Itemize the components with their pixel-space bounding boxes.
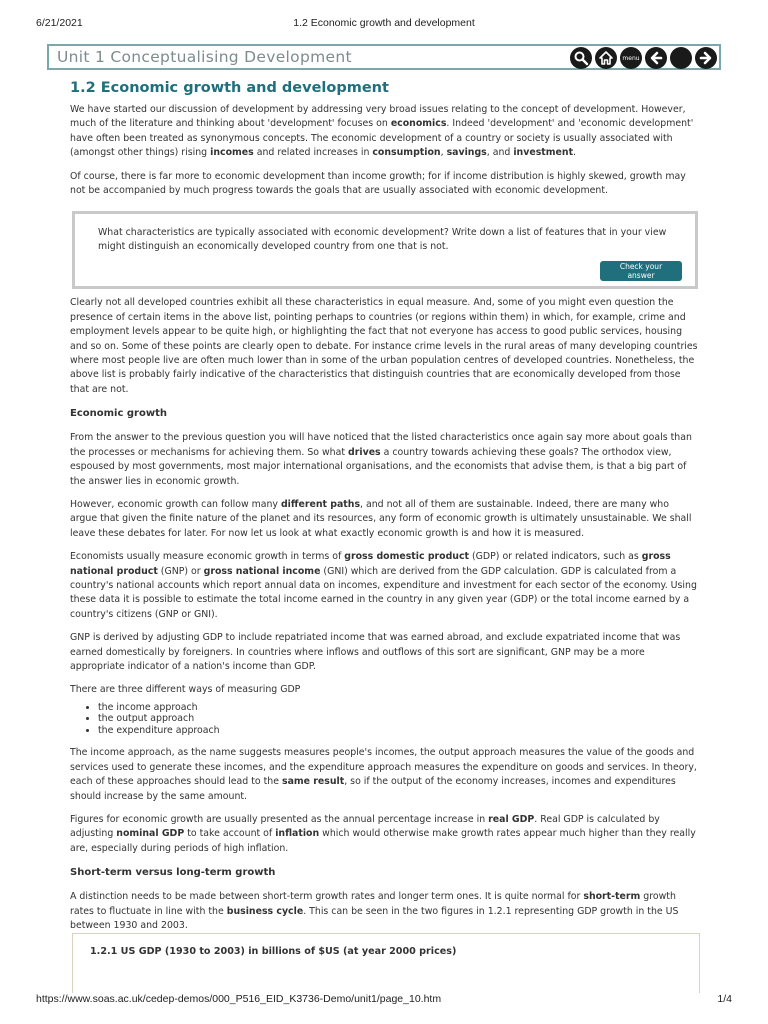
main-content — [70, 78, 698, 933]
paragraph — [70, 431, 698, 489]
bold-term: short-term — [583, 891, 641, 903]
text-run: which would otherwise make growth rates appear much higher than they really are, especially during periods of high inflation. — [70, 828, 696, 854]
paragraph — [70, 813, 698, 856]
check-answer-button[interactable]: Check your answer — [600, 261, 682, 281]
paragraph — [70, 631, 698, 674]
bold-term: gross national product — [70, 551, 671, 577]
figure-title: 1.2.1 US GDP (1930 to 2003) in billions of $US (at year 2000 prices) — [90, 946, 457, 957]
question-text: What characteristics are typically associated with economic development? Write down a list of features that in your view might distinguish an economically developed country from one that is not. — [98, 227, 667, 253]
print-header — [0, 17, 768, 31]
paragraph — [70, 170, 698, 199]
bold-term: economics — [390, 118, 447, 130]
text-run: . This can be seen in the two figures in 1.2.1 representing GDP growth in the US between 1930 and 2003. — [70, 905, 679, 931]
paragraph — [70, 890, 698, 933]
text-run: Economists usually measure economic growth in terms of — [70, 551, 345, 563]
print-date: 6/21/2021 — [36, 17, 83, 29]
text-run: However, economic growth can follow many — [70, 498, 281, 510]
measurement-list — [70, 702, 698, 737]
paragraph — [70, 550, 698, 622]
paragraph — [70, 683, 698, 697]
unit-title: Unit 1 Conceptualising Development — [57, 48, 352, 66]
text-run: (GDP) or related indicators, such as — [469, 551, 642, 563]
list-item: • the income approach — [98, 702, 698, 714]
text-run: From the answer to the previous question you will have noticed that the listed characteristics once again say more about goals than the processes or mechanisms for achieving them. So what — [70, 432, 692, 458]
menu-icon[interactable] — [620, 47, 642, 69]
bold-term: drives — [348, 446, 381, 458]
text-run: to take account of — [184, 828, 276, 840]
paragraph — [70, 103, 698, 161]
bold-term: incomes — [210, 147, 254, 159]
search-icon[interactable] — [570, 47, 592, 69]
text-run: The income approach, as the name suggests measures people's incomes, the output approach measures the value of the goods and services used to generate these incomes, and the expenditure approach measures the expenditure on goods and services. In theory, each of these approaches should lead to the — [70, 747, 697, 788]
text-run: , and — [486, 147, 514, 159]
text-run: . Real GDP is calculated by adjusting — [70, 813, 660, 840]
nav-toolbar — [570, 47, 717, 69]
print-footer — [0, 993, 768, 1007]
text-run: (GNP) or — [157, 565, 204, 577]
text-run: growth rates to fluctuate in line with the — [70, 891, 676, 917]
bold-term: business cycle — [226, 905, 304, 917]
print-url: https://www.soas.ac.uk/cedep-demos/000_P516_EID_K3736-Demo/unit1/page_10.htm — [36, 993, 442, 1005]
print-page-count: 1/4 — [717, 993, 732, 1005]
bold-term: different paths — [280, 498, 361, 510]
text-run: A distinction needs to be made between short-term growth rates and longer term ones. It is quite normal for — [70, 891, 584, 903]
bold-term: gross national income — [203, 565, 321, 577]
print-page-title: 1.2 Economic growth and development — [293, 17, 475, 29]
section-title: 1.2 Economic growth and development — [70, 80, 389, 96]
text-run: Of course, there is far more to economic development than income growth; for if income distribution is highly skewed, growth may not be accompanied by much progress towards the goals that are usually associated with economic development. — [70, 170, 686, 197]
text-run: GNP is derived by adjusting GDP to include repatriated income that was earned abroad, and exclude expatriated income that was earned domestically by foreigners. In countries where inflows and outflows of this sort are significant, GNP may be a more appropriate indicator of a nation's income than GDP. — [70, 632, 681, 672]
circle-icon[interactable] — [670, 47, 692, 69]
text-run: There are three different ways of measuring GDP — [70, 684, 301, 696]
paragraph — [70, 296, 698, 397]
bold-term: real GDP — [488, 813, 535, 825]
bold-term: investment — [513, 147, 574, 159]
text-run: (GNI) which are derived from the GDP calculation. GDP is calculated from a country's national accounts which report annual data on incomes, expenditure and investment for each sector of the economy. Using these data it is possible to estimate the total income earned in the country in any given year (GDP) or the total income earned by a country's citizens (GNP or GNI). — [70, 565, 697, 620]
bold-term: gross domestic product — [344, 551, 470, 563]
forward-arrow-icon[interactable] — [695, 47, 717, 69]
bold-term: nominal GDP — [116, 828, 185, 840]
paragraph — [70, 746, 698, 804]
unit-header-bar — [47, 44, 721, 70]
paragraph — [70, 498, 698, 541]
heading-short-vs-long-term: Short-term versus long-term growth — [70, 867, 276, 879]
menu-icon-label: menu — [622, 54, 640, 62]
activity-question-box — [72, 211, 698, 289]
bold-term: inflation — [275, 828, 320, 840]
text-run: , — [440, 147, 447, 159]
bold-term: same result — [281, 776, 345, 788]
text-run: Clearly not all developed countries exhibit all these characteristics in equal measure. And, some of you might even question the presence of certain items in the above list, pointing perhaps to countries (or regions within them) in which, for example, crime and employment levels appear to be quite high, or highlighting the fact that not everyone has access to good public services, housing and so on. Some of these points are clearly open to debate. For instance crime levels in the rural areas of many developing countries where most people live are often much lower than in some of the urban population centres of developed countries. Nonetheless, the above list is probably fairly indicative of the characteristics that distinguish countries that are economically developed from those that are not. — [70, 297, 698, 395]
bold-term: savings — [446, 147, 487, 159]
heading-economic-growth: Economic growth — [70, 408, 167, 420]
text-run: We have started our discussion of development by addressing very broad issues relating to the concept of development. However, much of the literature and thinking about 'development' focuses on — [70, 104, 686, 130]
text-run: Figures for economic growth are usually presented as the annual percentage increase in — [70, 813, 489, 825]
list-item: • the output approach — [98, 713, 698, 725]
bold-term: consumption — [372, 147, 441, 159]
back-arrow-icon[interactable] — [645, 47, 667, 69]
text-run: a country towards achieving these goals? The orthodox view, espoused by most governments, most major international organisations, and the economists that advise them, is that a big part of the answer lies in economic growth. — [70, 446, 687, 487]
text-run: , so if the output of the economy increases, incomes and expenditures should increase by the same amount. — [70, 776, 676, 802]
text-run: , and not all of them are sustainable. Indeed, there are many who argue that given the finite nature of the planet and its resources, any form of economic growth is ultimately unsustainable. We shall leave these debates for later. For now let us look at what exactly economic growth is and how it is measured. — [70, 498, 692, 539]
home-icon[interactable] — [595, 47, 617, 69]
text-run: . Indeed 'development' and 'economic development' have often been treated as synonymous concepts. The economic development of a country or society is usually associated with (amongst other things) rising — [70, 118, 694, 159]
text-run: . — [573, 147, 577, 159]
list-item: • the expenditure approach — [98, 725, 698, 737]
text-run: and related increases in — [253, 147, 373, 159]
figure-box — [72, 933, 700, 993]
